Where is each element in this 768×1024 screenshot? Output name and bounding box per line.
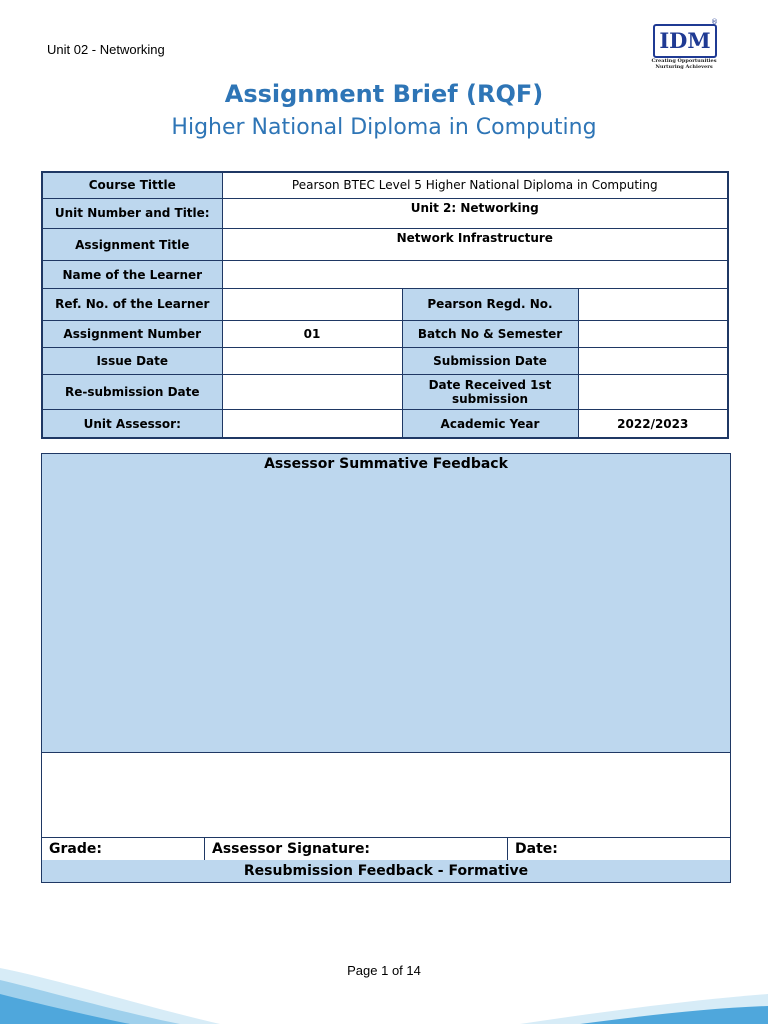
pearson-regd-field[interactable] bbox=[578, 289, 728, 320]
unit-label: Unit Number and Title: bbox=[42, 198, 222, 228]
summative-feedback-area[interactable] bbox=[42, 454, 730, 753]
grade-label: Grade: bbox=[42, 838, 205, 860]
assessor-feedback-section bbox=[41, 453, 731, 883]
footer-wave-decoration bbox=[0, 950, 768, 1024]
resubmission-feedback-title: Resubmission Feedback - Formative bbox=[42, 860, 730, 882]
assignment-title-label: Assignment Title bbox=[42, 228, 222, 260]
unit-assessor-field[interactable] bbox=[222, 410, 402, 438]
resubmission-date-label: Re-submission Date bbox=[42, 374, 222, 409]
batch-field[interactable] bbox=[578, 320, 728, 347]
submission-date-field[interactable] bbox=[578, 347, 728, 374]
issue-date-label: Issue Date bbox=[42, 347, 222, 374]
unit-value: Unit 2: Networking bbox=[222, 198, 728, 228]
pearson-regd-label: Pearson Regd. No. bbox=[402, 289, 578, 320]
learner-name-field[interactable] bbox=[222, 261, 728, 289]
learner-name-label: Name of the Learner bbox=[42, 261, 222, 289]
assignment-number-value: 01 bbox=[222, 320, 402, 347]
batch-label: Batch No & Semester bbox=[402, 320, 578, 347]
assignment-info-table bbox=[41, 171, 729, 439]
academic-year-value: 2022/2023 bbox=[578, 410, 728, 438]
page-title: Assignment Brief (RQF) bbox=[224, 80, 544, 108]
grade-signature-row bbox=[42, 837, 730, 861]
assignment-number-label: Assignment Number bbox=[42, 320, 222, 347]
logo-text: IDM bbox=[653, 24, 717, 58]
page-subtitle: Higher National Diploma in Computing bbox=[171, 115, 597, 140]
ref-no-label: Ref. No. of the Learner bbox=[42, 289, 222, 320]
submission-date-label: Submission Date bbox=[402, 347, 578, 374]
issue-date-field[interactable] bbox=[222, 347, 402, 374]
assignment-title-value: Network Infrastructure bbox=[222, 228, 728, 260]
resubmission-date-field[interactable] bbox=[222, 374, 402, 409]
logo-tagline-2: Nurturing Achievers bbox=[655, 64, 713, 70]
feedback-notes-area[interactable] bbox=[42, 753, 730, 837]
ref-no-field[interactable] bbox=[222, 289, 402, 320]
registered-mark-icon: ® bbox=[711, 18, 718, 26]
date-label: Date: bbox=[515, 841, 558, 857]
unit-assessor-label: Unit Assessor: bbox=[42, 410, 222, 438]
assessor-signature-label: Assessor Signature: bbox=[205, 838, 508, 860]
page-number: Page 1 of 14 bbox=[347, 963, 421, 978]
course-title-label: Course Tittle bbox=[42, 172, 222, 198]
date-received-label: Date Received 1st submission bbox=[402, 374, 578, 409]
logo-tagline-1: Creating Opportunities bbox=[651, 58, 717, 64]
idm-logo bbox=[651, 20, 721, 76]
header-unit-label: Unit 02 - Networking bbox=[47, 42, 165, 57]
course-title-value: Pearson BTEC Level 5 Higher National Diploma in Computing bbox=[222, 172, 728, 198]
date-received-field[interactable] bbox=[578, 374, 728, 409]
summative-feedback-title: Assessor Summative Feedback bbox=[264, 456, 508, 472]
academic-year-label: Academic Year bbox=[402, 410, 578, 438]
